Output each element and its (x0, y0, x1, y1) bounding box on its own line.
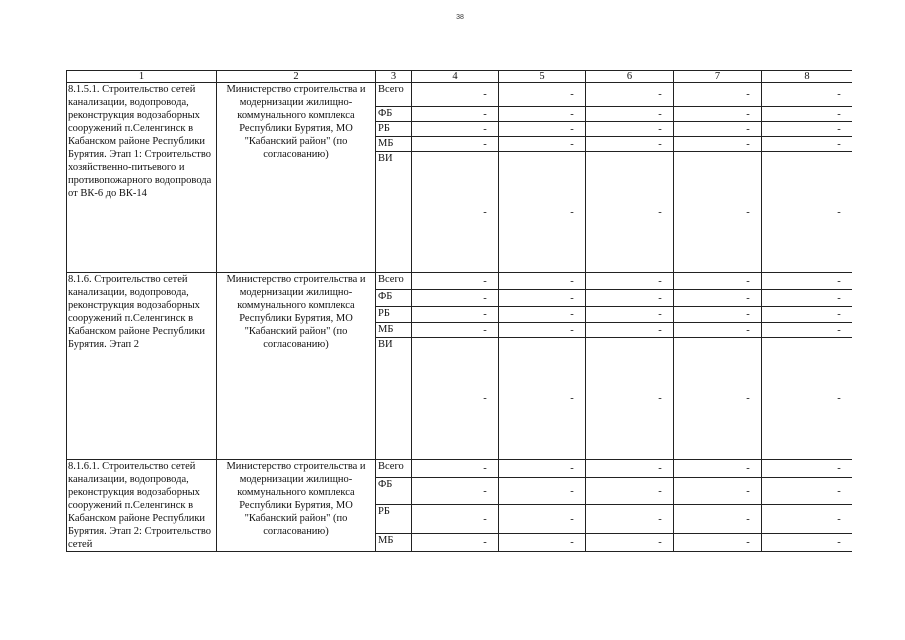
source-cell: ВИ (376, 152, 412, 273)
value-cell: - (762, 505, 853, 534)
value-cell: - (499, 273, 586, 290)
value-cell: - (674, 460, 762, 478)
column-header: 4 (412, 71, 499, 83)
value-cell: - (586, 83, 674, 107)
value-cell: - (674, 534, 762, 552)
value-cell: - (499, 122, 586, 137)
table-row (67, 273, 853, 290)
object-name-cell: 8.1.5.1. Строительство сетей канализации, водопровода, реконструкция водозаборных сооружений п.Селенгинск в Кабанском районе Республики Бурятия. Этап 1: Строительство хозяйственно-питьевого и противопожарного водопровода от ВК-6 до ВК-14 (67, 83, 217, 273)
value-cell: - (674, 152, 762, 273)
value-cell: - (499, 338, 586, 460)
source-cell: МБ (376, 534, 412, 552)
source-cell: ВИ (376, 338, 412, 460)
value-cell: - (762, 290, 853, 307)
object-name-cell: 8.1.6. Строительство сетей канализации, водопровода, реконструкция водозаборных сооружений п.Селенгинск в Кабанском районе Республики Бурятия. Этап 2 (67, 273, 217, 460)
value-cell: - (499, 290, 586, 307)
financing-table (66, 70, 852, 552)
value-cell: - (762, 152, 853, 273)
value-cell: - (586, 152, 674, 273)
value-cell: - (412, 460, 499, 478)
table-row (67, 460, 853, 478)
value-cell: - (674, 307, 762, 323)
value-cell: - (412, 290, 499, 307)
column-header: 2 (217, 71, 376, 83)
value-cell: - (586, 338, 674, 460)
value-cell: - (499, 323, 586, 338)
source-cell: Всего (376, 460, 412, 478)
value-cell: - (412, 122, 499, 137)
table-viewport (66, 70, 852, 554)
value-cell: - (586, 460, 674, 478)
source-cell: РБ (376, 505, 412, 534)
value-cell: - (412, 534, 499, 552)
value-cell: - (412, 323, 499, 338)
executor-cell: Министерство строительства и модернизации жилищно-коммунального комплекса Республики Бурятия, МО "Кабанский район" (по согласованию) (217, 273, 376, 460)
value-cell: - (586, 290, 674, 307)
value-cell: - (499, 152, 586, 273)
value-cell: - (412, 83, 499, 107)
executor-cell: Министерство строительства и модернизации жилищно-коммунального комплекса Республики Бурятия, МО "Кабанский район" (по согласованию) (217, 460, 376, 552)
value-cell: - (762, 323, 853, 338)
value-cell: - (762, 460, 853, 478)
value-cell: - (586, 273, 674, 290)
value-cell: - (762, 107, 853, 122)
value-cell: - (412, 338, 499, 460)
executor-cell: Министерство строительства и модернизации жилищно-коммунального комплекса Республики Бурятия, МО "Кабанский район" (по согласованию) (217, 83, 376, 273)
source-cell: РБ (376, 307, 412, 323)
source-cell: ФБ (376, 290, 412, 307)
page-number: 38 (456, 14, 464, 21)
value-cell: - (499, 534, 586, 552)
value-cell: - (586, 122, 674, 137)
source-cell: Всего (376, 83, 412, 107)
value-cell: - (412, 107, 499, 122)
value-cell: - (586, 534, 674, 552)
value-cell: - (674, 323, 762, 338)
column-header: 3 (376, 71, 412, 83)
value-cell: - (586, 107, 674, 122)
value-cell: - (499, 477, 586, 505)
value-cell: - (412, 307, 499, 323)
value-cell: - (586, 137, 674, 152)
value-cell: - (674, 273, 762, 290)
value-cell: - (499, 107, 586, 122)
value-cell: - (762, 477, 853, 505)
value-cell: - (412, 152, 499, 273)
value-cell: - (586, 505, 674, 534)
value-cell: - (762, 534, 853, 552)
value-cell: - (499, 83, 586, 107)
value-cell: - (674, 83, 762, 107)
value-cell: - (762, 273, 853, 290)
value-cell: - (412, 273, 499, 290)
column-header: 5 (499, 71, 586, 83)
column-number-row (67, 71, 853, 83)
table-row (67, 83, 853, 107)
value-cell: - (762, 137, 853, 152)
value-cell: - (412, 505, 499, 534)
value-cell: - (762, 122, 853, 137)
column-header: 1 (67, 71, 217, 83)
source-cell: МБ (376, 323, 412, 338)
value-cell: - (499, 137, 586, 152)
value-cell: - (674, 107, 762, 122)
value-cell: - (499, 460, 586, 478)
value-cell: - (674, 338, 762, 460)
source-cell: ФБ (376, 107, 412, 122)
value-cell: - (412, 477, 499, 505)
value-cell: - (674, 505, 762, 534)
value-cell: - (499, 307, 586, 323)
value-cell: - (586, 323, 674, 338)
value-cell: - (499, 505, 586, 534)
value-cell: - (412, 137, 499, 152)
value-cell: - (674, 477, 762, 505)
value-cell: - (674, 290, 762, 307)
value-cell: - (586, 307, 674, 323)
value-cell: - (762, 307, 853, 323)
source-cell: МБ (376, 137, 412, 152)
value-cell: - (586, 477, 674, 505)
source-cell: Всего (376, 273, 412, 290)
object-name-cell: 8.1.6.1. Строительство сетей канализации, водопровода, реконструкция водозаборных сооружений п.Селенгинск в Кабанском районе Республики Бурятия. Этап 2: Строительство сетей (67, 460, 217, 552)
source-cell: РБ (376, 122, 412, 137)
column-header: 6 (586, 71, 674, 83)
column-header: 7 (674, 71, 762, 83)
source-cell: ФБ (376, 477, 412, 505)
value-cell: - (674, 137, 762, 152)
column-header: 8 (762, 71, 853, 83)
value-cell: - (762, 338, 853, 460)
value-cell: - (762, 83, 853, 107)
value-cell: - (674, 122, 762, 137)
